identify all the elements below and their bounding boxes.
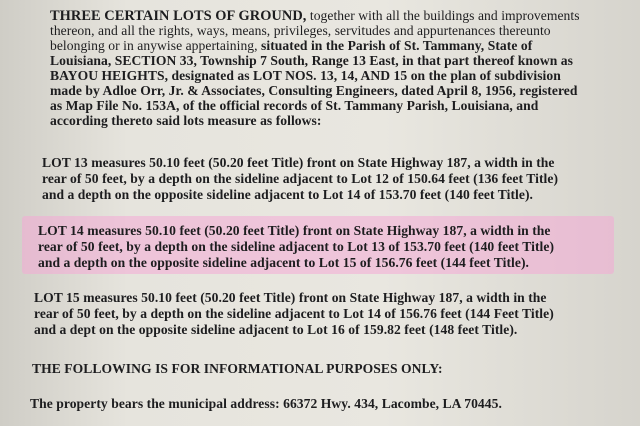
intro-line-1 [50, 8, 580, 24]
intro-lead-bold: THREE CERTAIN LOTS OF GROUND, [50, 8, 307, 24]
lot-15-line-2: rear of 50 feet, by a depth on the sideline adjacent to Lot 14 of 156.76 feet (144 Feet Title) [34, 306, 554, 321]
lot-13-line-1: LOT 13 measures 50.10 feet (50.20 feet Title) front on State Highway 187, a width in the [42, 155, 555, 170]
lot-15-line-3: and a dept on the opposite sideline adjacent to Lot 16 of 159.82 feet (148 feet Title). [34, 322, 518, 337]
intro-line-6: made by Adloe Orr, Jr. & Associates, Consulting Engineers, dated April 8, 1956, registered [50, 83, 578, 98]
intro-line-3-plain: belonging or in anywise appertaining, [50, 38, 262, 53]
lot-15-line-1: LOT 15 measures 50.10 feet (50.20 feet Title) front on State Highway 187, a width in the [34, 290, 547, 305]
lot-13-line-3: and a depth on the opposite sideline adjacent to Lot 14 of 153.70 feet (140 feet Title). [42, 187, 533, 202]
intro-line-7: as Map File No. 153A, of the official records of St. Tammany Parish, Louisiana, and [50, 98, 539, 113]
intro-line-3 [50, 38, 532, 53]
lot-14-line-2: rear of 50 feet, by a depth on the sideline adjacent to Lot 13 of 153.70 feet (140 feet Title) [38, 239, 555, 254]
informational-heading: THE FOLLOWING IS FOR INFORMATIONAL PURPOSES ONLY: [32, 361, 443, 376]
intro-line-3-bold: situated in the Parish of St. Tammany, State of [261, 38, 533, 53]
intro-line-8: according thereto said lots measure as follows: [50, 113, 322, 128]
lot-14-line-3: and a depth on the opposite sideline adjacent to Lot 15 of 156.76 feet (144 feet Title). [38, 255, 529, 270]
intro-line-4: Louisiana, SECTION 33, Township 7 South, Range 13 East, in that part thereof known as [50, 53, 573, 68]
municipal-address: The property bears the municipal address: 66372 Hwy. 434, Lacombe, LA 70445. [30, 396, 502, 411]
intro-lead-rest: together with all the buildings and improvements [306, 8, 580, 23]
intro-line-5: BAYOU HEIGHTS, designated as LOT NOS. 13, 14, AND 15 on the plan of subdivision [50, 68, 561, 83]
lot-13-line-2: rear of 50 feet, by a depth on the sideline adjacent to Lot 12 of 150.64 feet (136 feet Title) [42, 171, 559, 186]
intro-line-2: thereon, and all the rights, ways, means, privileges, servitudes and appurtenances thereunto [50, 23, 551, 38]
lot-14-line-1: LOT 14 measures 50.10 feet (50.20 feet Title) front on State Highway 187, a width in the [38, 223, 551, 238]
